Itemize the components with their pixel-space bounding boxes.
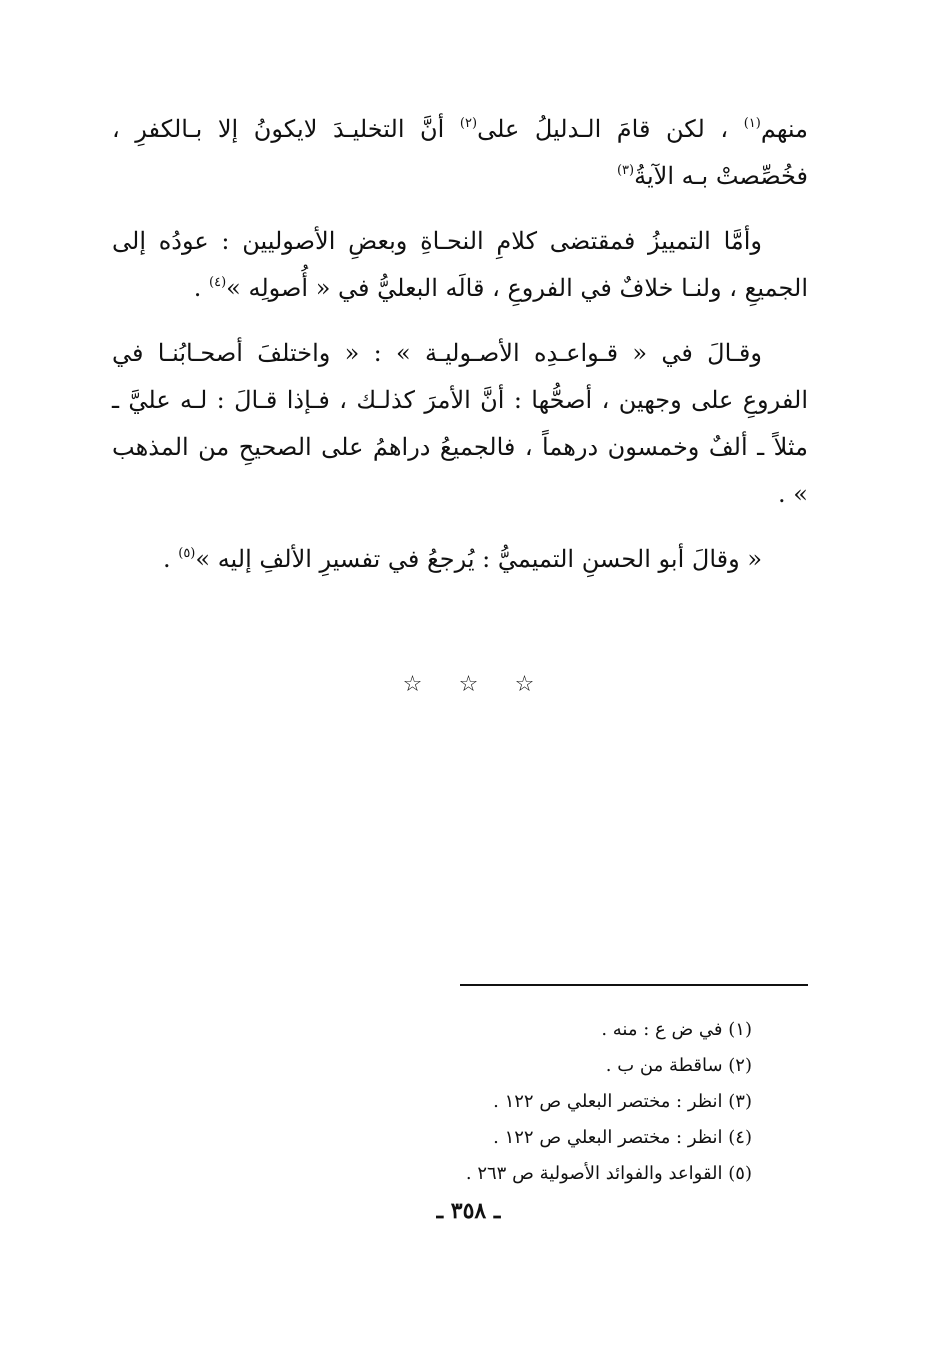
star-icon: ☆ — [514, 672, 535, 697]
footnotes — [292, 1012, 752, 1192]
text-run: أنَّ التخليـدَ لايكونُ إلا بـالكفرِ ، فخُصِّصتْ بـه الآيةُ — [112, 115, 808, 190]
text-run: « وقالَ أبو الحسنِ التميميُّ : يُرجعُ في تفسيرِ الألفِ إليه » — [195, 545, 762, 573]
paragraph-4 — [112, 536, 808, 583]
text-run: . — [193, 274, 209, 302]
star-icon: ☆ — [402, 672, 423, 697]
footnote-ref-4[interactable]: (٤) — [209, 275, 227, 290]
text-run: وقـالَ في « قـواعـدِه الأصـوليـة » : « واختلفَ أصحـابُنـا في الفروعِ على وجهين ، أصحُّها : أنَّ الأمرَ كذلـك ، فـإذا قـالَ : لـه عليَّ ـ مثلاً ـ ألفٌ وخمسون درهماً ، فالجميعُ دراهمُ على الصحيحِ من المذهب » . — [112, 339, 808, 508]
text-run: . — [162, 545, 179, 573]
footnote-ref-2[interactable]: (٢) — [459, 116, 478, 131]
text-run: وأمَّا التمييزُ فمقتضى كلامِ النحـاةِ وبعضِ الأصوليين : عودُه إلى الجميعِ ، ولنـا خلافٌ في الفروعِ ، قالَه البعليُّ في « أُصولِه » — [112, 227, 808, 302]
footnote-ref-5[interactable]: (٥) — [178, 546, 196, 561]
text-run: ، لكن قامَ الـدليلُ على — [477, 115, 744, 143]
star-icon: ☆ — [458, 672, 479, 697]
footnote-5: (٥) القواعد والفوائد الأصولية ص ٢٦٣ . — [465, 1163, 752, 1184]
footnote-ref-1[interactable]: (١) — [743, 116, 761, 131]
paragraph-1 — [112, 106, 808, 200]
page-number: ـ ٣٥٨ ـ — [436, 1198, 501, 1224]
footnote-divider — [460, 984, 808, 986]
footnote-3: (٣) انظر : مختصر البعلي ص ١٢٢ . — [493, 1091, 752, 1112]
text-run: منهم — [760, 115, 808, 143]
footnote-ref-3[interactable]: (٣) — [616, 163, 635, 178]
footnote-2: (٢) ساقطة من ب . — [605, 1055, 752, 1076]
section-separator — [0, 672, 937, 697]
paragraph-2 — [112, 218, 808, 312]
footnote-1: (١) في ض ع : منه . — [601, 1019, 752, 1040]
footnote-4: (٤) انظر : مختصر البعلي ص ١٢٢ . — [493, 1127, 752, 1148]
main-text — [112, 106, 808, 583]
paragraph-3 — [112, 330, 808, 518]
